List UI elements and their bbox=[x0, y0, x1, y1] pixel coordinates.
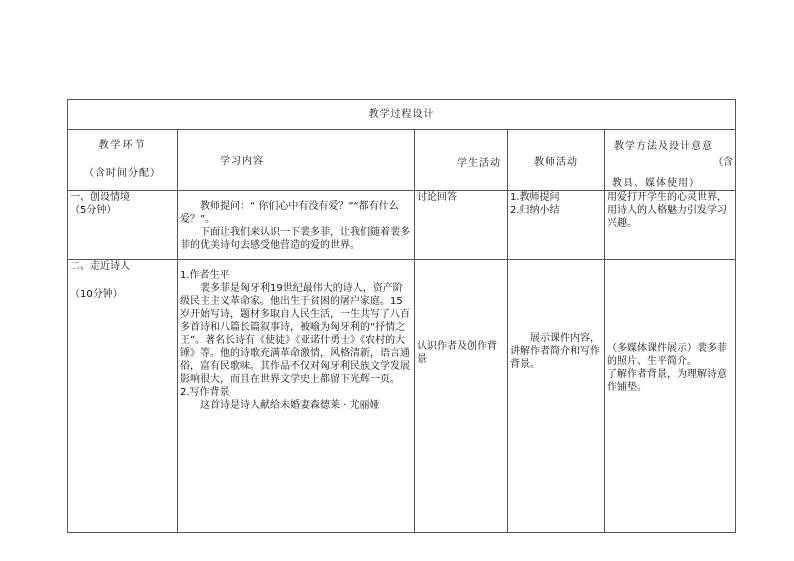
header-student-label: 学生活动 bbox=[457, 158, 501, 169]
student-activity: 讨论回答 bbox=[417, 192, 457, 203]
stage-cell bbox=[68, 191, 178, 260]
teacher-cell bbox=[508, 260, 605, 533]
content-paragraph: 教师提问：“ 你们心中有没有爱？”“都有什么爱？”。 bbox=[180, 201, 399, 225]
header-content-label: 学习内容 bbox=[220, 156, 264, 167]
stage-time: （10分钟） bbox=[70, 289, 123, 300]
header-method bbox=[605, 130, 736, 191]
header-teacher bbox=[508, 130, 605, 191]
header-teacher-label: 教师活动 bbox=[534, 157, 578, 168]
content-cell bbox=[178, 260, 415, 533]
stage-time: （5分钟） bbox=[70, 205, 117, 216]
method-text: 用爱打开学生的心灵世界，用诗人的人格魅力引发学习兴趣。 bbox=[607, 192, 727, 229]
content-heading: 1.作者生平 bbox=[180, 270, 230, 281]
header-content bbox=[178, 130, 415, 191]
content-cell bbox=[178, 191, 415, 260]
table-row bbox=[68, 191, 736, 260]
header-stage-label: 教学环节 bbox=[98, 140, 147, 151]
student-activity: 认识作者及创作背景 bbox=[417, 341, 497, 365]
header-method-label-end: 教具、媒体使用） bbox=[612, 178, 700, 189]
teacher-cell bbox=[508, 191, 605, 260]
teacher-activity-item: 2.归纳小结 bbox=[510, 205, 560, 216]
content-paragraph: 下面让我们来认识一下裴多菲，让我们随着裴多菲的优美诗句去感受他营造的爱的世界。 bbox=[180, 227, 410, 251]
method-text: （多媒体课件展示）裴多菲的照片、生平简介。 bbox=[607, 343, 727, 367]
method-cell bbox=[605, 191, 736, 260]
content-paragraph: 这首诗是诗人献给未婚妻森德莱 · 尤丽娅 bbox=[200, 400, 380, 411]
header-method-label: 教学方法及设计意意 bbox=[614, 141, 713, 152]
header-stage-time-label: （含时间分配） bbox=[84, 168, 161, 179]
title-row bbox=[68, 100, 736, 130]
lesson-plan-table bbox=[67, 99, 736, 533]
teacher-activity: 展示课件内容，讲解作者简介和写作背景。 bbox=[510, 333, 600, 370]
header-student bbox=[415, 130, 508, 191]
header-method-label-cont: （含 bbox=[713, 157, 734, 168]
table-title: 教学过程设计 bbox=[68, 100, 736, 130]
method-cell bbox=[605, 260, 736, 533]
table-row bbox=[68, 260, 736, 533]
teacher-activity-item: 1.教师提问 bbox=[510, 192, 560, 203]
student-cell bbox=[415, 260, 508, 533]
stage-cell bbox=[68, 260, 178, 533]
student-cell bbox=[415, 191, 508, 260]
content-heading: 2.写作背景 bbox=[180, 387, 230, 398]
stage-name: 一、创设情境 bbox=[70, 192, 130, 203]
method-text: 了解作者背景，为理解诗意作铺垫。 bbox=[607, 369, 727, 393]
header-row bbox=[68, 130, 736, 191]
header-stage bbox=[68, 130, 178, 191]
content-paragraph: 裴多菲是匈牙利19世纪最伟大的诗人，资产阶级民主主义革命家。他出生于贫困的屠户家庭。15岁开始写诗，题材多取自人民生活，一生共写了八百多首诗和八篇长篇叙事诗，被喻为匈牙利的“抒情之王”。著名长诗有《使徒》《亚诺什勇士》《农村的大锤》等。他的诗歌充满革命激情，风格清新，语言通俗，富有民歌味。其作品不仅对匈牙利民族文学发展影响很大，而且在世界文学史上都留下光辉一页。 bbox=[180, 283, 410, 385]
stage-name: 二、走近诗人 bbox=[70, 261, 130, 272]
